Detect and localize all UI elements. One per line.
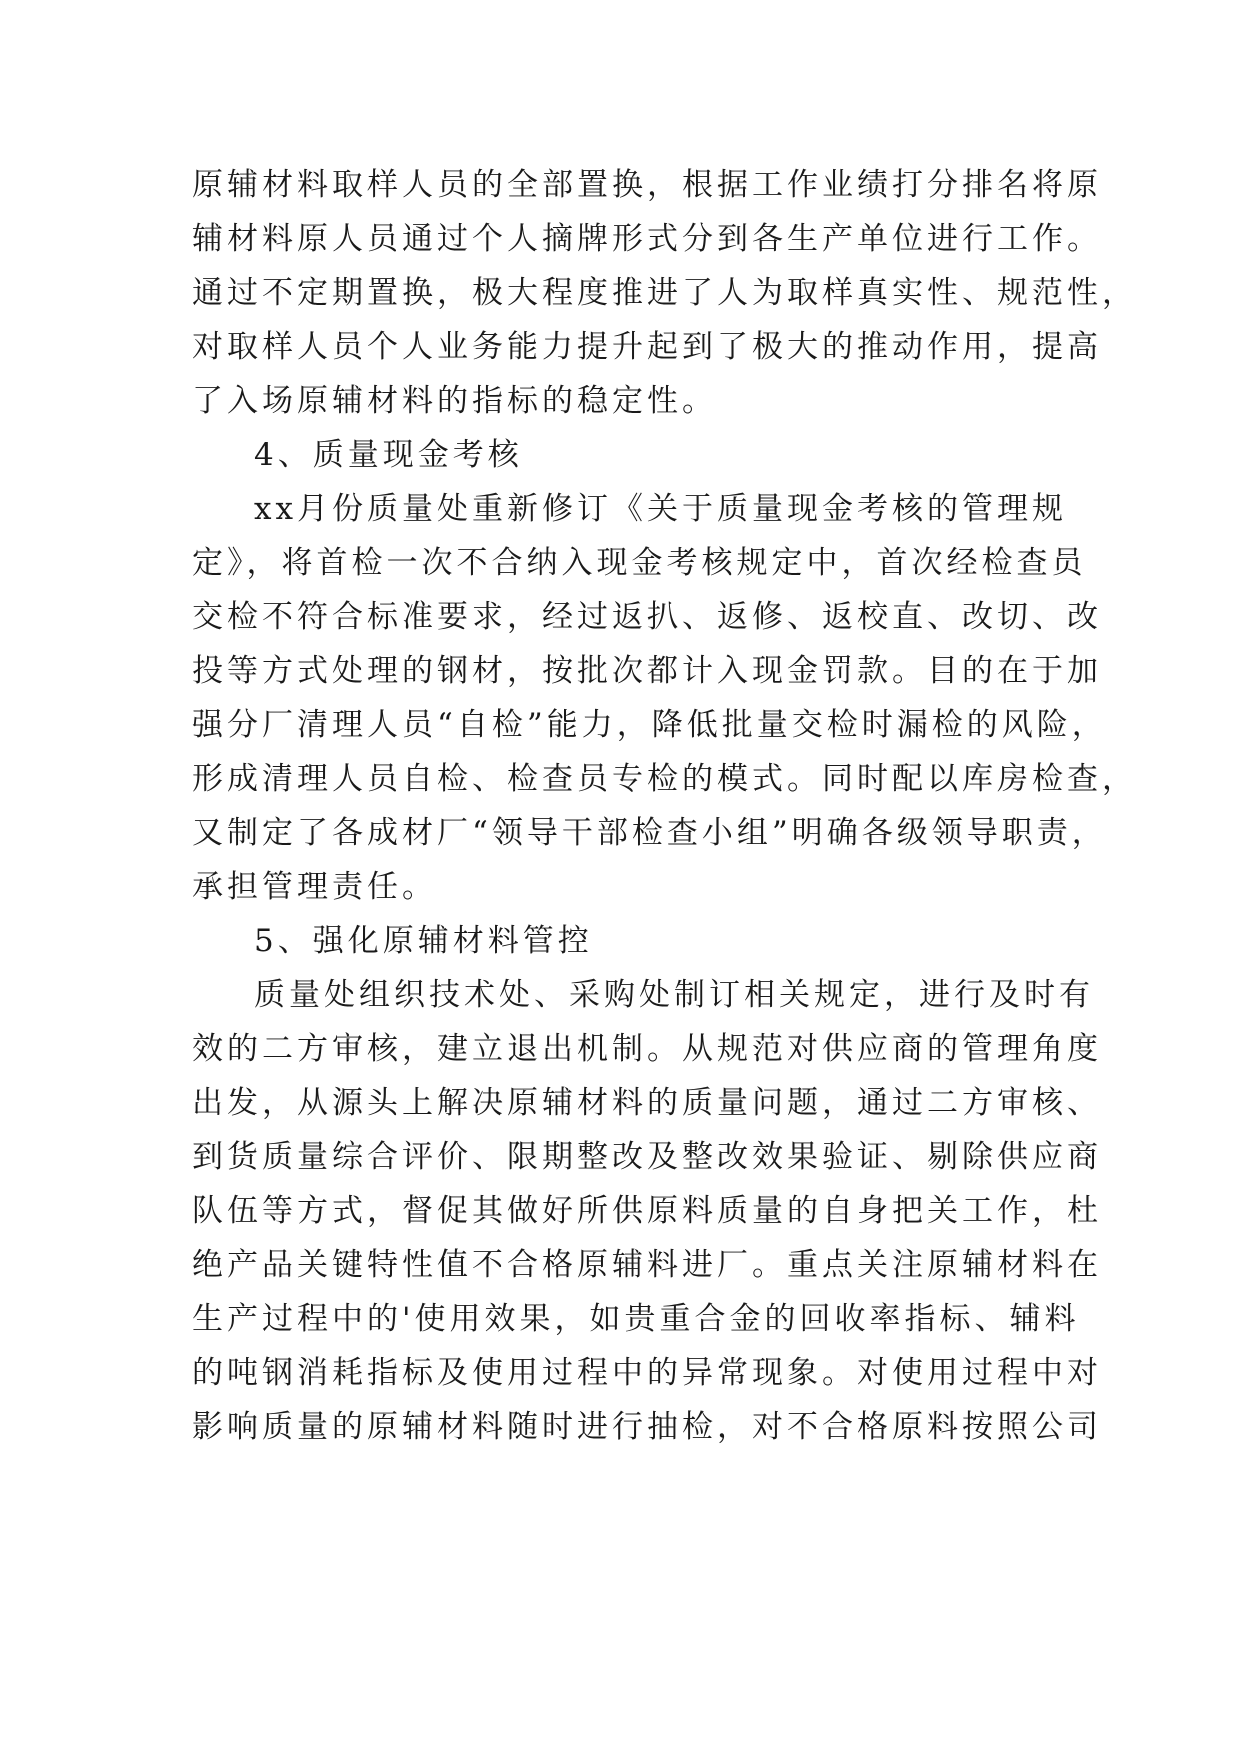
- text-line: 交检不符合标准要求，经过返扒、返修、返校直、改切、改: [192, 599, 1102, 635]
- section-heading: 5、强化原辅材料管控: [254, 923, 593, 959]
- text-line: xx月份质量处重新修订《关于质量现金考核的管理规: [254, 491, 1067, 527]
- text-line: 原辅材料取样人员的全部置换，根据工作业绩打分排名将原: [192, 167, 1102, 203]
- text-line: 对取样人员个人业务能力提升起到了极大的推动作用，提高: [192, 329, 1102, 365]
- text-line: 质量处组织技术处、采购处制订相关规定，进行及时有: [254, 977, 1094, 1013]
- text-line: 效的二方审核，建立退出机制。从规范对供应商的管理角度: [192, 1031, 1102, 1067]
- text-line: 绝产品关键特性值不合格原辅料进厂。重点关注原辅材料在: [192, 1247, 1102, 1283]
- text-line: 生产过程中的'使用效果，如贵重合金的回收率指标、辅料: [192, 1301, 1080, 1337]
- text-line: 出发，从源头上解决原辅材料的质量问题，通过二方审核、: [192, 1085, 1102, 1121]
- text-line: 到货质量综合评价、限期整改及整改效果验证、剔除供应商: [192, 1139, 1102, 1175]
- text-line: 了入场原辅材料的指标的稳定性。: [192, 383, 717, 419]
- text-line: 影响质量的原辅材料随时进行抽检，对不合格原料按照公司: [192, 1409, 1102, 1445]
- text-line: 辅材料原人员通过个人摘牌形式分到各生产单位进行工作。: [192, 221, 1102, 257]
- text-line: 定》，将首检一次不合纳入现金考核规定中，首次经检查员: [192, 545, 1087, 581]
- text-line: 承担管理责任。: [192, 869, 437, 905]
- text-line: 投等方式处理的钢材，按批次都计入现金罚款。目的在于加: [192, 653, 1102, 689]
- text-line: 形成清理人员自检、检查员专检的模式。同时配以库房检查，: [192, 761, 1137, 797]
- text-line: 强分厂清理人员“自检”能力，降低批量交检时漏检的风险，: [192, 707, 1107, 743]
- text-line: 队伍等方式，督促其做好所供原料质量的自身把关工作，杜: [192, 1193, 1102, 1229]
- section-heading: 4、质量现金考核: [254, 437, 523, 473]
- text-line: 又制定了各成材厂“领导干部检查小组”明确各级领导职责，: [192, 815, 1107, 851]
- text-line: 的吨钢消耗指标及使用过程中的异常现象。对使用过程中对: [192, 1355, 1102, 1391]
- text-line: 通过不定期置换，极大程度推进了人为取样真实性、规范性，: [192, 275, 1137, 311]
